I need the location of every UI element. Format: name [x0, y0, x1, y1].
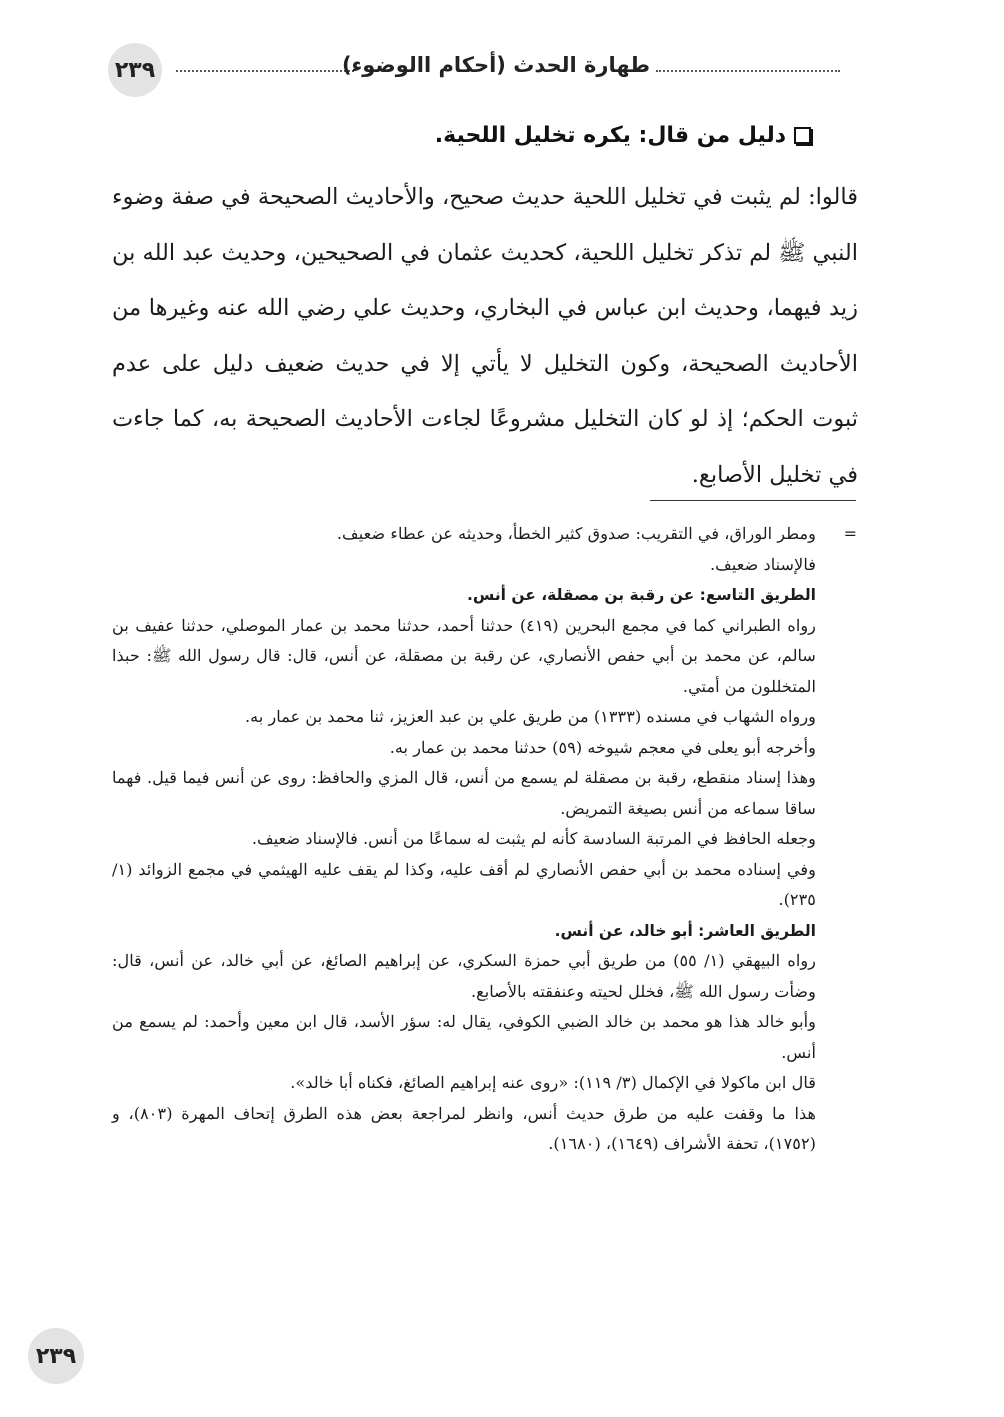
- footnote-line: وأخرجه أبو يعلى في معجم شيوخه (٥٩) حدثنا محمد بن عمار به.: [389, 737, 816, 757]
- footnote-line: رواه البيهقي (١/ ٥٥) من طريق أبي حمزة السكري، عن إبراهيم الصائغ، عن أبي خالد، عن أنس، قال: وضأت رسول الله ﷺ، فخلل لحيته وعنفقته بالأصابع.: [112, 951, 817, 1001]
- footnote-line: وهذا إسناد منقطع، رقبة بن مصقلة لم يسمع من أنس، قال المزي والحافظ: روى عن أنس فيما قيل. فهما ساقا سماعه من أنس بصيغة التمريض.: [112, 768, 816, 818]
- footnote-subheading: الطريق التاسع: عن رقبة بن مصقلة، عن أنس.: [467, 586, 816, 604]
- footnote-line: وجعله الحافظ في المرتبة السادسة كأنه لم يثبت له سماعًا من أنس. فالإسناد ضعيف.: [251, 829, 816, 848]
- footnote-line: هذا ما وقفت عليه من طرق حديث أنس، وانظر لمراجعة بعض هذه الطرق إتحاف المهرة (٨٠٣)، و (١٧٥٢)، تحفة الأشراف (١٦٤٩)، (١٦٨٠).: [112, 1103, 816, 1153]
- footnote-line: رواه الطبراني كما في مجمع البحرين (٤١٩) حدثنا أحمد، حدثنا محمد بن عمار الموصلي، حدثنا عفيف بن سالم، عن محمد بن أبي حفص الأنصاري، عن رقبة بن مصقلة، عن أنس، قال: قال رسول الله ﷺ: حبذا المتخللون من أمتي.: [112, 615, 816, 696]
- header-dotted-leader-right: [656, 70, 840, 72]
- main-body-text: [112, 170, 858, 503]
- footnote-line: فالإسناد ضعيف.: [710, 554, 816, 574]
- header-dotted-leader-left: [176, 70, 354, 72]
- footnote-line: وفي إسناده محمد بن أبي حفص الأنصاري لم أقف عليه، وكذا لم يقف عليه الهيثمي في مجمع الزوائد (١/ ٢٣٥).: [112, 859, 816, 909]
- footnote-line: وأبو خالد هذا هو محمد بن خالد الضبي الكوفي، يقال له: سؤر الأسد، قال ابن معين وأحمد: لم يسمع من أنس.: [112, 1012, 816, 1062]
- footnote-line: ومطر الوراق، في التقريب: صدوق كثير الخطأ، وحديثه عن عطاء ضعيف.: [336, 524, 816, 543]
- header-page-number: ٢٣٩: [108, 43, 162, 97]
- square-bullet-icon: [794, 127, 811, 144]
- footnotes-block: [112, 519, 816, 1160]
- body-paragraph: قالوا: لم يثبت في تخليل اللحية حديث صحيح، والأحاديث الصحيحة في صفة وضوء النبي ﷺ لم تذكر تخليل اللحية، كحديث عثمان في الصحيحين، وحديث عبد الله بن زيد فيهما، وحديث ابن عباس في البخاري، وحديث علي رضي الله عنه وغيرها من الأحاديث الصحيحة، وكون التخليل لا يأتي إلا في حديث ضعيف دليل على عدم ثبوت الحكم؛ إذ لو كان التخليل مشروعًا لجاءت الأحاديث الصحيحة به، كما جاءت في تخليل الأصابع.: [111, 184, 858, 488]
- footnote-line: قال ابن ماكولا في الإكمال (٣/ ١١٩): «روى عنه إبراهيم الصائغ، فكناه أبا خالد».: [290, 1073, 816, 1092]
- footnote-separator: [650, 500, 856, 501]
- section-heading-text: دليل من قال: يكره تخليل اللحية.: [434, 123, 786, 148]
- footnote-line: ورواه الشهاب في مسنده (١٣٣٣) من طريق علي بن عبد العزيز، ثنا محمد بن عمار به.: [245, 707, 816, 726]
- footnote-continuation-mark: =: [843, 524, 857, 543]
- running-header-title: طهارة الحدث (أحكام االوضوء): [341, 53, 650, 77]
- footer-page-number: ٢٣٩: [28, 1328, 84, 1384]
- footnote-subheading: الطريق العاشر: أبو خالد، عن أنس.: [554, 921, 816, 940]
- section-heading: [435, 123, 811, 148]
